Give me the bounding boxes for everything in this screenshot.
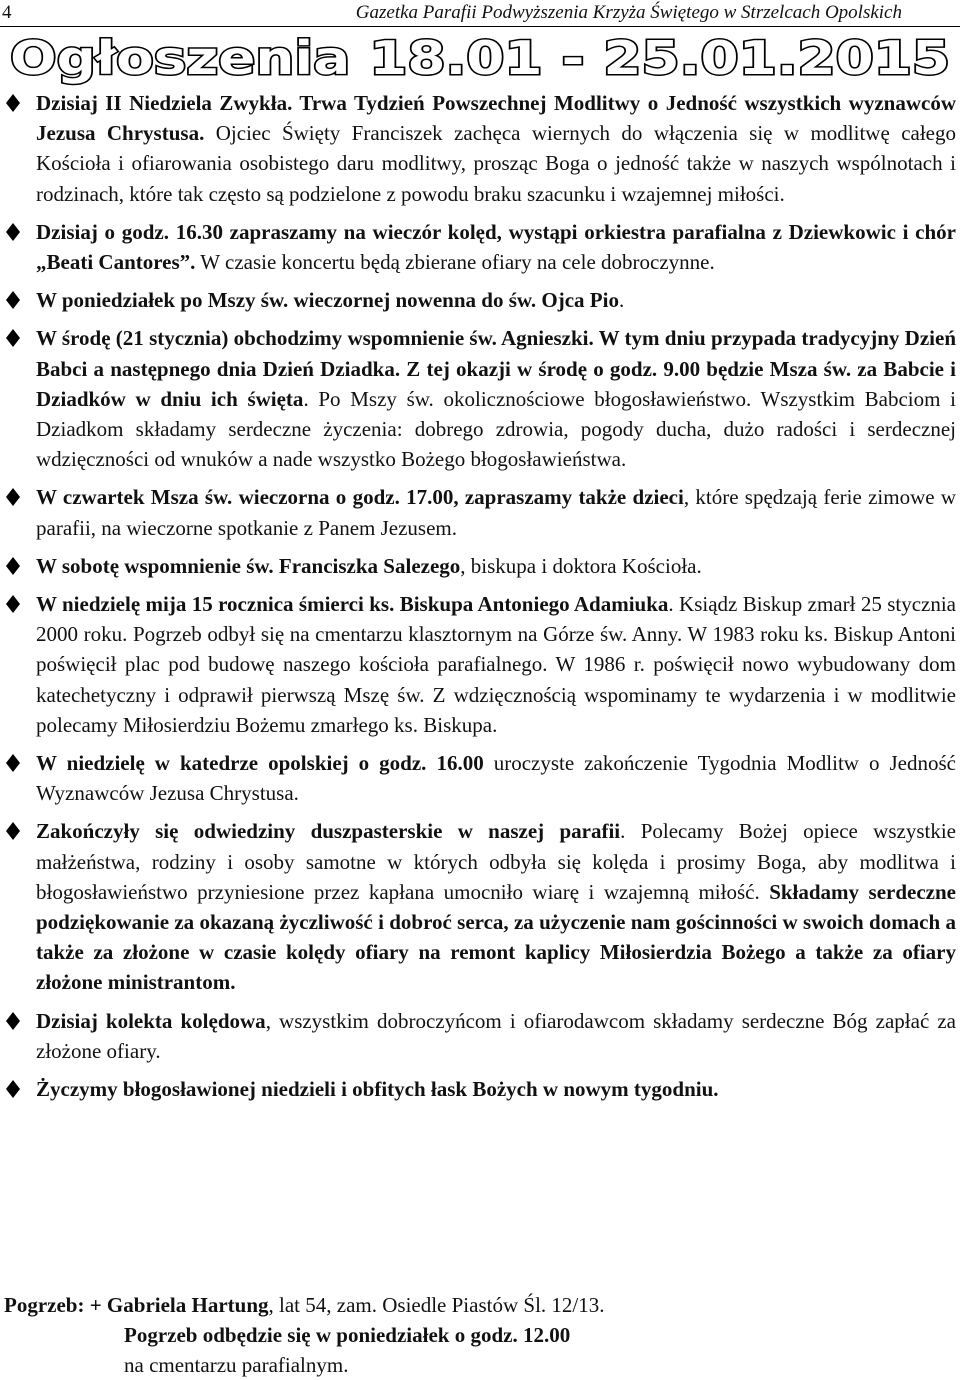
page-header — [0, 0, 960, 30]
diamond-bullet-icon — [6, 1080, 20, 1098]
page-number: 4 — [2, 2, 12, 23]
announcements-list — [0, 88, 960, 1112]
diamond-bullet-icon — [6, 488, 20, 506]
announcement-item — [0, 816, 960, 997]
announcement-item — [0, 589, 960, 740]
announcement-item — [0, 1006, 960, 1066]
announcement-text: . Po Mszy św. okolicznościowe błogosławieństwo. Wszystkim Babciom i Dziadkom składamy serdeczne życzenia: dobrego zdrowia, pogody ducha, dużo radości i serdecznej wdzięczności od wnuków a nade wszystko Bożego błogosławieństwa. — [36, 386, 956, 472]
header-rule — [0, 26, 960, 27]
announcement-item — [0, 217, 960, 277]
announcement-bold-text: W niedzielę w katedrze opolskiej o godz. 16.00 — [36, 751, 484, 776]
announcements-title — [0, 28, 960, 88]
announcement-item — [0, 88, 960, 209]
diamond-bullet-icon — [6, 822, 20, 840]
announcement-item — [0, 285, 960, 315]
burial-label: Pogrzeb: + Gabriela Hartung — [4, 1293, 269, 1317]
announcement-bold-text-2: Składamy serdeczne podziękowanie za okazaną życzliwość i dobroć serca, za użyczenie nam gościnności w swoich domach a także za złożone w czasie kolędy ofiary na remont kaplicy Miłosierdzia Bożego a także za ofiary złożone ministrantom. — [36, 879, 956, 995]
diamond-bullet-icon — [6, 1012, 20, 1030]
announcement-bold-text: Życzymy błogosławionej niedzieli i obfitych łask Bożych w nowym tygodniu. — [36, 1077, 719, 1102]
announcement-text: , które spędzają ferie zimowe w parafii, na wieczorne spotkanie z Panem Jezusem. — [36, 485, 956, 540]
announcement-bold-text: W środę (21 stycznia) obchodzimy wspomnienie św. Agnieszki. W tym dniu przypada tradycyjny Dzień Babci a następnego dnia Dzień Dziadka. Z tej okazji w środę o godz. 9.00 będzie Msza św. za Babcie i Dziadków w dniu ich święta — [36, 326, 956, 411]
announcement-item — [0, 551, 960, 581]
burial-place: na cmentarzu parafialnym. — [124, 1353, 349, 1377]
burial-notice — [0, 1290, 960, 1380]
diamond-bullet-icon — [6, 329, 20, 347]
diamond-bullet-icon — [6, 94, 20, 112]
announcement-text: , wszystkim dobroczyńcom i ofiarodawcom składamy serdeczne Bóg zapłać za złożone ofiary. — [36, 1008, 956, 1063]
announcement-bold-text: Zakończyły się odwiedziny duszpasterskie w naszej parafii — [36, 819, 621, 844]
diamond-bullet-icon — [6, 754, 20, 772]
announcement-text: . Polecamy Bożej opiece wszystkie małżeństwa, rodziny i osoby samotne w których odbyła się kolęda i prosimy Boga, aby modlitwa i błogosławieństwo przyniesione przez kapłana umocniło wiarę i wzajemną miłość. — [36, 819, 956, 904]
announcement-text: , biskupa i doktora Kościoła. — [460, 553, 702, 578]
diamond-bullet-icon — [6, 595, 20, 613]
burial-details: , lat 54, zam. Osiedle Piastów Śl. 12/13. — [268, 1293, 605, 1317]
announcement-bold-text: W czwartek Msza św. wieczorna o godz. 17.00, zapraszamy także dzieci — [36, 485, 684, 510]
diamond-bullet-icon — [6, 223, 20, 241]
title-graphic — [0, 28, 960, 86]
diamond-bullet-icon — [6, 291, 20, 309]
announcement-text: . Ksiądz Biskup zmarł 25 stycznia 2000 roku. Pogrzeb odbył się na cmentarzu klasztornym na Górze św. Anny. W 1983 roku ks. Biskup Antoni poświęcił plac pod budowę naszego kościoła parafialnego. W 1986 r. poświęcił nowo wybudowany dom katechetyczny i odprawił pierwszą Mszę św. Z wdzięcznością wspominamy te wydarzenia i w modlitwie polecamy Miłosierdziu Bożemu zmarłego ks. Biskupa. — [36, 592, 956, 737]
announcement-bold-text: W poniedziałek po Mszy św. wieczornej nowenna do św. Ojca Pio — [36, 288, 619, 313]
announcement-item — [0, 1074, 960, 1104]
announcement-bold-text: Dzisiaj kolekta kolędowa — [36, 1008, 266, 1033]
announcement-item — [0, 482, 960, 542]
diamond-bullet-icon — [6, 557, 20, 575]
announcement-bold-text: Dzisiaj o godz. 16.30 zapraszamy na wieczór kolęd, wystąpi orkiestra parafialna z Dziewkowic i chór „Beati Cantores”. — [36, 219, 956, 275]
burial-line — [0, 1290, 960, 1320]
announcement-text: uroczyste zakończenie Tygodnia Modlitw o Jedność Wyznawców Jezusa Chrystusa. — [36, 751, 956, 806]
announcement-text: . — [618, 288, 625, 313]
announcement-item — [0, 748, 960, 808]
announcement-bold-text: Dzisiaj II Niedziela Zwykła. Trwa Tydzień Powszechnej Modlitwy o Jedność wszystkich wyznawców Jezusa Chrystusa. — [36, 91, 956, 146]
announcement-text: W czasie koncertu będą zbierane ofiary na cele dobroczynne. — [195, 250, 715, 275]
burial-time-text: Pogrzeb odbędzie się w poniedziałek o godz. 12.00 — [124, 1323, 571, 1347]
announcement-bold-text: W niedzielę mija 15 rocznica śmierci ks. Biskupa Antoniego Adamiuka — [36, 592, 669, 617]
gazette-title: Gazetka Parafii Podwyższenia Krzyża Świętego w Strzelcach Opolskich — [355, 2, 902, 23]
announcement-text: Ojciec Święty Franciszek zachęca wiernych do włączenia się w modlitwę całego Kościoła i ofiarowania osobistego daru modlitwy, prosząc Boga o jedność także w naszych wspólnotach i rodzinach, które tak często są podzielone z powodu braku szacunku i wzajemnej miłości. — [36, 121, 956, 206]
title-text: Ogłoszenia 18.01 - 25.01.2015 — [10, 31, 950, 85]
burial-time — [0, 1320, 960, 1350]
announcement-bold-text: W sobotę wspomnienie św. Franciszka Salezego — [36, 553, 461, 578]
announcement-item — [0, 323, 960, 474]
